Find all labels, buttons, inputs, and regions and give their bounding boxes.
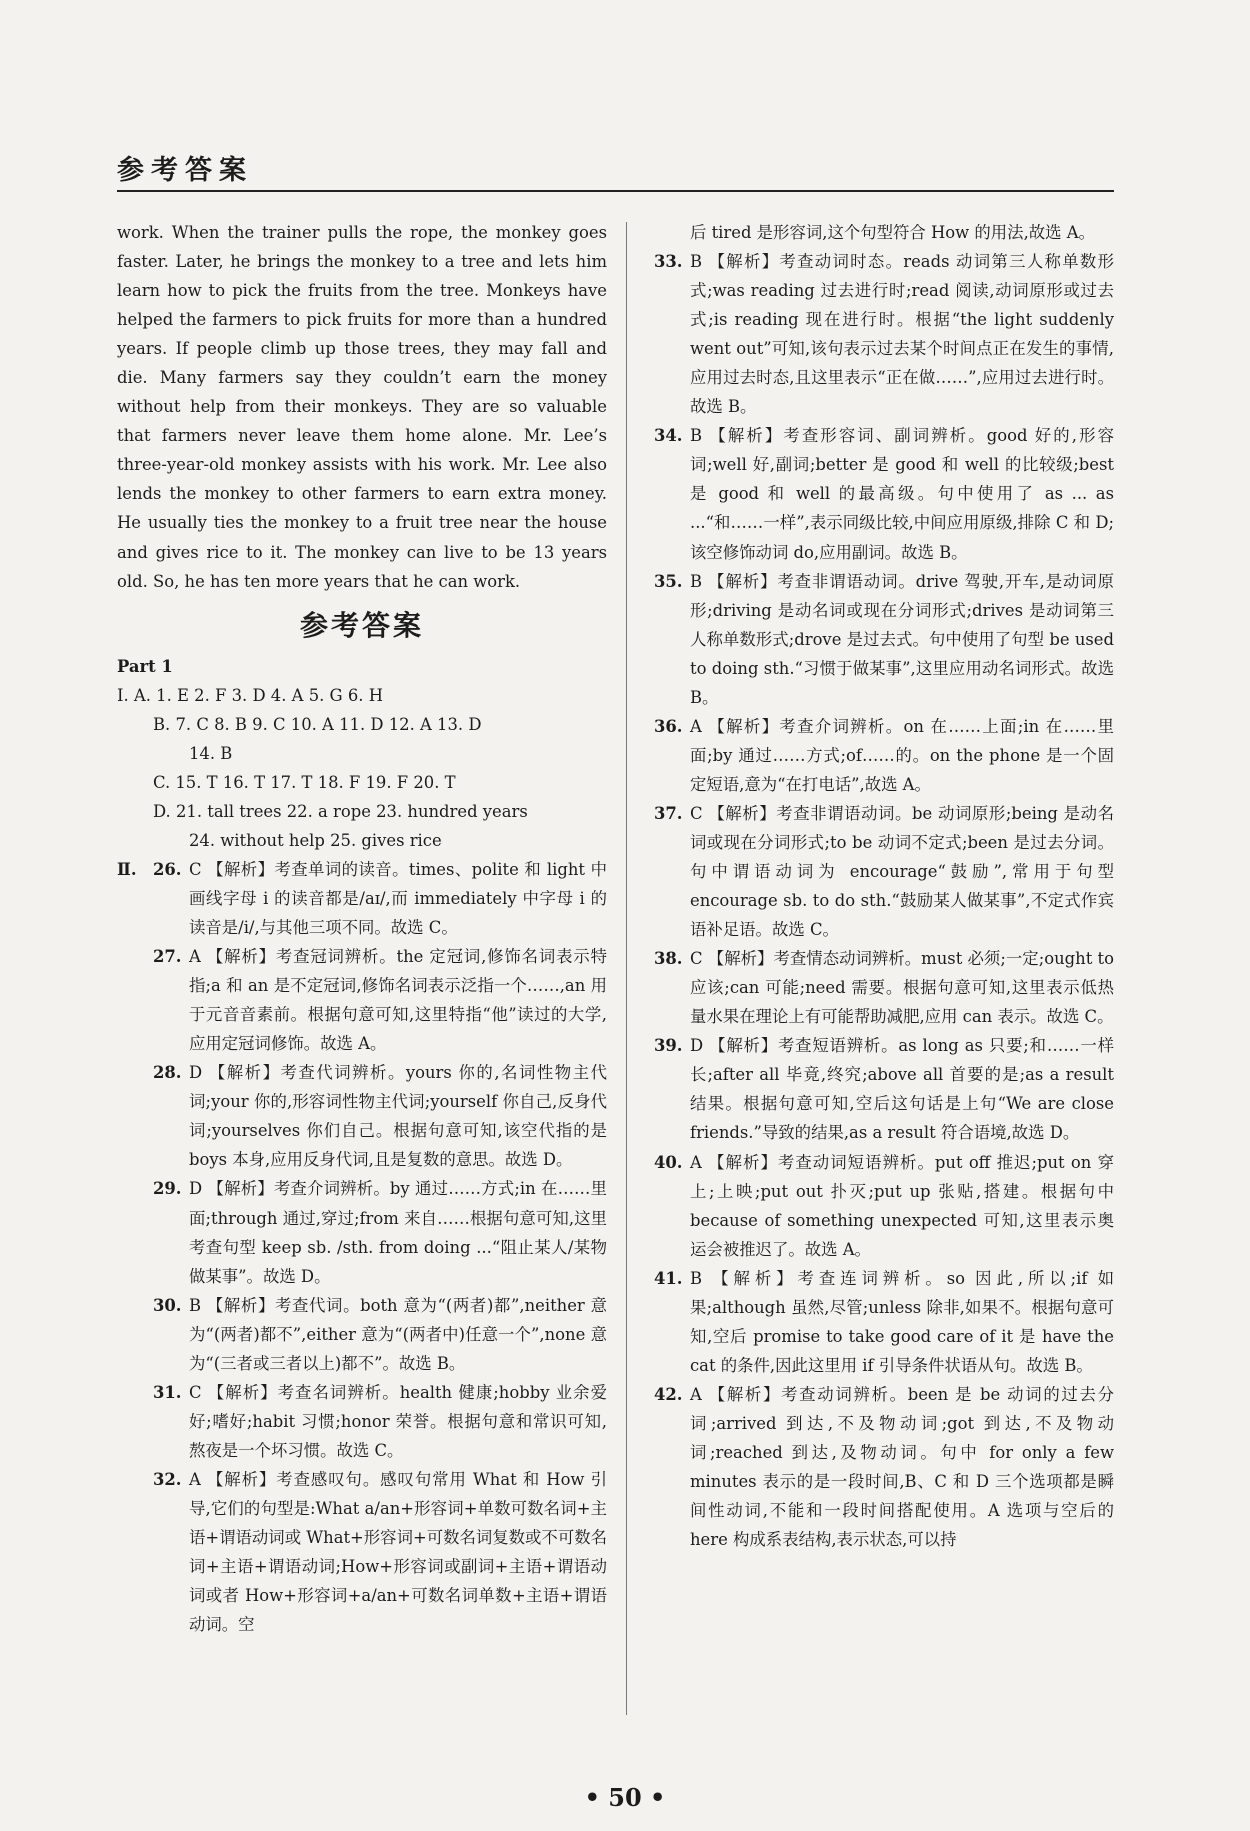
explanation-text: C 【解析】考查情态动词辨析。must 必须;一定;ought to 应该;can 可能;need 需要。根据句意可知,这里表示低热量水果在理论上有可能帮助减肥,应用 can 表示。故选 C。 — [690, 949, 1114, 1027]
explanation-item — [654, 567, 1114, 712]
quick-answer-line: C. 15. T 16. T 17. T 18. F 19. F 20. T — [153, 772, 456, 792]
header-rule — [117, 190, 1114, 192]
question-number: 36. — [654, 716, 683, 736]
quick-answer-line: D. 21. tall trees 22. a rope 23. hundred years — [153, 801, 528, 821]
explanation-text: B 【解析】考查连词辨析。so 因此,所以;if 如果;although 虽然,尽管;unless 除非,如果不。根据句意可知,空后 promise to take good care of it 是 have the cat 的条件,因此这里用 if 引导条件状语从句。故选 B。 — [690, 1268, 1114, 1375]
question-number: 38. — [654, 949, 683, 969]
explanation-item — [654, 1031, 1114, 1147]
quick-answer-line: B. 7. C 8. B 9. C 10. A 11. D 12. A 13. D — [153, 714, 482, 734]
quick-answer-line: Ⅰ. A. 1. E 2. F 3. D 4. A 5. G 6. H — [117, 685, 383, 705]
explanation-item — [654, 944, 1114, 1031]
explanation-text: C 【解析】考查单词的读音。times、polite 和 light 中画线字母 i 的读音都是/aɪ/,而 immediately 中字母 i 的读音是/i/,与其他三项不同。故选 C。 — [189, 859, 607, 938]
question-number: 37. — [654, 803, 683, 823]
question-number: 33. — [654, 252, 683, 272]
explanation-text: A 【解析】考查感叹句。感叹句常用 What 和 How 引导,它们的句型是:What a/an+形容词+单数可数名词+主语+谓语动词或 What+形容词+可数名词复数或不可数名词+主语+谓语动词;How+形容词或副词+主语+谓语动词或者 How+形容词+a/an+可数名词单数+主语+谓语动词。空 — [189, 1469, 607, 1635]
column-divider — [626, 222, 627, 1715]
explanation-text: D 【解析】考查短语辨析。as long as 只要;和……一样长;after all 毕竟,终究;above all 首要的是;as a result 结果。根据句意可知,空后这句话是上句“We are close friends.”导致的结果,as a result 符合语境,故选 D。 — [690, 1036, 1114, 1143]
explanation-item — [117, 1174, 607, 1290]
explanation-item — [117, 942, 607, 1058]
explanation-item — [654, 1264, 1114, 1380]
explanation-item — [654, 712, 1114, 799]
explanation-text: 后 tired 是形容词,这个句型符合 How 的用法,故选 A。 — [690, 223, 1095, 242]
explanation-item — [117, 1058, 607, 1174]
question-number: 30. — [153, 1295, 182, 1315]
left-column — [117, 218, 607, 1639]
page-header-title: 参考答案 — [117, 155, 253, 186]
explanation-item — [654, 799, 1114, 944]
question-number: 42. — [654, 1384, 683, 1404]
explanation-text: A 【解析】考查冠词辨析。the 定冠词,修饰名词表示特指;a 和 an 是不定冠词,修饰名词表示泛指一个……,an 用于元音音素前。根据句意可知,这里特指“他”读过的大学,应用定冠词修饰。故选 A。 — [189, 947, 607, 1054]
explanation-item — [117, 1291, 607, 1378]
question-number: 34. — [654, 426, 683, 446]
page-number: • 50 • — [584, 1783, 666, 1812]
quick-answer-line: 14. B — [189, 743, 233, 763]
explanation-text: A 【解析】考查动词短语辨析。put off 推迟;put on 穿上;上映;put out 扑灭;put up 张贴,搭建。根据句中 because of something unexpected 可知,这里表示奥运会被推迟了。故选 A。 — [690, 1152, 1114, 1259]
explanation-text: B 【解析】考查动词时态。reads 动词第三人称单数形式;was reading 过去进行时;read 阅读,动词原形或过去式;is reading 现在进行时。根据“the light suddenly went out”可知,该句表示过去某个时间点正在发生的事情,应用过去时态,且这里表示“正在做……”,应用过去进行时。故选 B。 — [690, 252, 1114, 417]
question-number: 40. — [654, 1152, 683, 1172]
right-column — [654, 218, 1114, 1554]
explanation-text: C 【解析】考查非谓语动词。be 动词原形;being 是动名词或现在分词形式;to be 动词不定式;been 是过去分词。句中谓语动词为 encourage“鼓励”,常用于句型 encourage sb. to do sth.“鼓励某人做某事”,不定式作宾语补足语。故选 C。 — [690, 803, 1114, 940]
explanation-text: B 【解析】考查非谓语动词。drive 驾驶,开车,是动词原形;driving 是动名词或现在分词形式;drives 是动词第三人称单数形式;drove 是过去式。句中使用了句型 be used to doing sth.“习惯于做某事”,这里应用动名词形式。故选 B。 — [690, 571, 1114, 707]
question-number: 26. — [153, 859, 182, 879]
explanation-item — [117, 855, 607, 942]
question-number: 39. — [654, 1036, 683, 1056]
question-number: 32. — [153, 1469, 182, 1489]
explanation-text: A 【解析】考查介词辨析。on 在……上面;in 在……里面;by 通过……方式;of……的。on the phone 是一个固定短语,意为“在打电话”,故选 A。 — [690, 716, 1114, 794]
question-number: 35. — [654, 571, 683, 591]
question-number: 31. — [153, 1382, 182, 1402]
section-roman-numeral: Ⅱ. — [117, 859, 137, 879]
explanation-text: B 【解析】考查形容词、副词辨析。good 好的,形容词;well 好,副词;better 是 good 和 well 的比较级;best 是 good 和 well 的最高级。句中使用了 as ... as ...“和……一样”,表示同级比较,中间应用原级,排除 C 和 D;该空修饰动词 do,应用副词。故选 B。 — [690, 426, 1114, 562]
explanation-item — [654, 1380, 1114, 1554]
question-number: 28. — [153, 1063, 182, 1083]
question-number: 41. — [654, 1268, 683, 1288]
answers-heading: 参考答案 — [299, 608, 424, 642]
explanation-text: D 【解析】考查代词辨析。yours 你的,名词性物主代词;your 你的,形容词性物主代词;yourself 你自己,反身代词;yourselves 你们自己。根据句意可知,该空代指的是 boys 本身,应用反身代词,且是复数的意思。故选 D。 — [189, 1063, 607, 1170]
explanation-item — [654, 421, 1114, 566]
explanation-text: D 【解析】考查介词辨析。by 通过……方式;in 在……里面;through 通过,穿过;from 来自……根据句意可知,这里考查句型 keep sb. /sth. from doing ...“阻止某人/某物做某事”。故选 D。 — [189, 1179, 607, 1286]
explanation-text: A 【解析】考查动词辨析。been 是 be 动词的过去分词;arrived 到达,不及物动词;got 到达,不及物动词;reached 到达,及物动词。句中 for only a few minutes 表示的是一段时间,B、C 和 D 三个选项都是瞬间性动词,不能和一段时间搭配使用。A 选项与空后的 here 构成系表结构,表示状态,可以持 — [690, 1384, 1114, 1550]
question-number: 29. — [153, 1179, 182, 1199]
explanation-text: C 【解析】考查名词辨析。health 健康;hobby 业余爱好;嗜好;habit 习惯;honor 荣誉。根据句意和常识可知,熬夜是一个坏习惯。故选 C。 — [189, 1382, 607, 1460]
explanation-item — [117, 1378, 607, 1465]
part-label: Part 1 — [117, 656, 173, 676]
explanation-item — [654, 1148, 1114, 1264]
explanation-continuation — [654, 218, 1114, 247]
explanation-item — [654, 247, 1114, 421]
question-number: 27. — [153, 947, 182, 967]
reading-passage: work. When the trainer pulls the rope, the monkey goes faster. Later, he brings the monkey to a tree and lets him learn how to pick the fruits from the tree. Monkeys have helped the farmers to pick fruits for more than a hundred years. If people climb up those trees, they may fall and die. Many farmers say they couldn’t earn the money without help from their monkeys. They are so valuable that farmers never leave them home alone. Mr. Lee’s three-year-old monkey assists with his work. Mr. Lee also lends the monkey to other farmers to earn extra money. He usually ties the monkey to a fruit tree near the house and gives rice to it. The monkey can live to be 13 years old. So, he has ten more years that he can work. — [117, 223, 607, 591]
quick-answer-line: 24. without help 25. gives rice — [189, 830, 442, 850]
explanation-item — [117, 1465, 607, 1639]
explanation-text: B 【解析】考查代词。both 意为“(两者)都”,neither 意为“(两者)都不”,either 意为“(两者中)任意一个”,none 意为“(三者或三者以上)都不”。故选 B。 — [189, 1295, 607, 1373]
